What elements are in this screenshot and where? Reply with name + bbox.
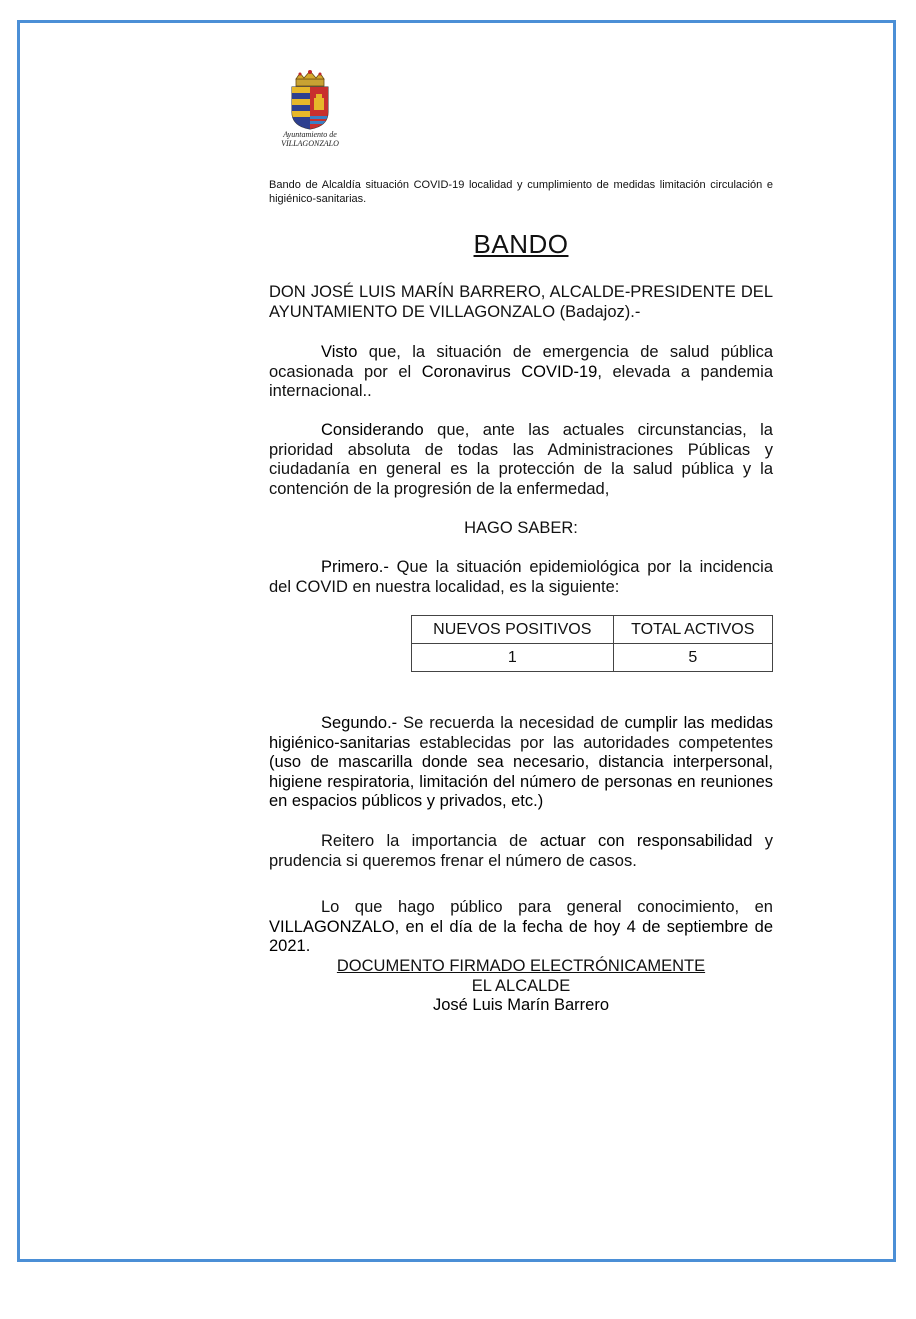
table-header-row: [412, 616, 773, 644]
considerando-lead: Considerando: [321, 421, 424, 439]
document-title: BANDO: [473, 229, 569, 259]
mayor-heading: DON JOSÉ LUIS MARÍN BARRERO, ALCALDE-PRESIDENTE DEL AYUNTAMIENTO DE VILLAGONZALO (Badajoz).-: [269, 283, 773, 321]
paragraph-reitero: [269, 832, 773, 871]
closing-text: Lo que hago público para general conocimiento, en: [321, 898, 773, 916]
visto-highlight: Coronavirus COVID-19: [421, 362, 598, 381]
coat-of-arms-icon: [270, 70, 350, 130]
municipal-coat-of-arms-logo: [270, 70, 350, 154]
paragraph-considerando: [269, 421, 773, 499]
segundo-text2: establecidas por las autoridades competentes: [410, 733, 773, 752]
header-nuevos-positivos: NUEVOS POSITIVOS: [412, 616, 614, 644]
covid-cases-table: [411, 615, 773, 672]
considerando-text: que, ante las actuales circunstancias, la prioridad absoluta de todas las Administraciones Públicas y ciudadanía en general es la protección de la salud pública y la contención de la progresión de la enfermedad,: [269, 421, 773, 498]
paragraph-closing: [269, 898, 773, 957]
closing-highlight: VILLAGONZALO, en el día de la fecha de hoy 4 de septiembre de 2021.: [269, 917, 773, 956]
primero-lead: Primero.-: [321, 558, 389, 576]
logo-caption-line2: VILLAGONZALO: [281, 139, 339, 148]
segundo-text1: Se recuerda la necesidad de: [397, 714, 625, 732]
visto-text1: que, la situación de emergencia de salud pública ocasionada por el: [269, 343, 773, 381]
segundo-highlight2: (uso de mascarilla donde sea necesario, distancia interpersonal, higiene respiratoria, limitación del número de personas en reuniones en espacios públicos y privados, etc.): [269, 753, 773, 811]
hago-saber-heading: HAGO SABER:: [464, 519, 578, 537]
value-total-activos: 5: [613, 644, 772, 672]
segundo-lead: Segundo.-: [321, 714, 398, 732]
document-subject: Bando de Alcaldía situación COVID-19 localidad y cumplimiento de medidas limitación circulación e higiénico-sanitarias.: [269, 179, 773, 205]
signature-electronic-note: DOCUMENTO FIRMADO ELECTRÓNICAMENTE: [336, 957, 706, 975]
reitero-text2: y prudencia si queremos frenar el número de casos.: [269, 832, 773, 870]
paragraph-primero: [269, 558, 773, 597]
header-total-activos: TOTAL ACTIVOS: [613, 616, 772, 644]
reitero-text1: Reitero la importancia de: [321, 832, 540, 850]
visto-lead: Visto: [321, 343, 358, 361]
paragraph-visto: [269, 343, 773, 402]
reitero-highlight: actuar con responsabilidad: [539, 832, 753, 850]
signature-role: EL ALCALDE: [471, 976, 571, 995]
primero-text: Que la situación epidemiológica por la incidencia del COVID en nuestra localidad, es la siguiente:: [269, 558, 773, 596]
paragraph-segundo: [269, 714, 773, 812]
signature-name: José Luis Marín Barrero: [432, 996, 610, 1015]
visto-text2: , elevada a pandemia internacional..: [269, 362, 774, 401]
logo-caption-line1: Ayuntamiento de: [283, 130, 337, 139]
segundo-highlight1: cumplir las medidas higiénico-sanitarias: [269, 714, 773, 752]
value-nuevos-positivos: 1: [412, 644, 614, 672]
signature-block: [269, 957, 773, 1016]
table-row: [412, 644, 773, 672]
